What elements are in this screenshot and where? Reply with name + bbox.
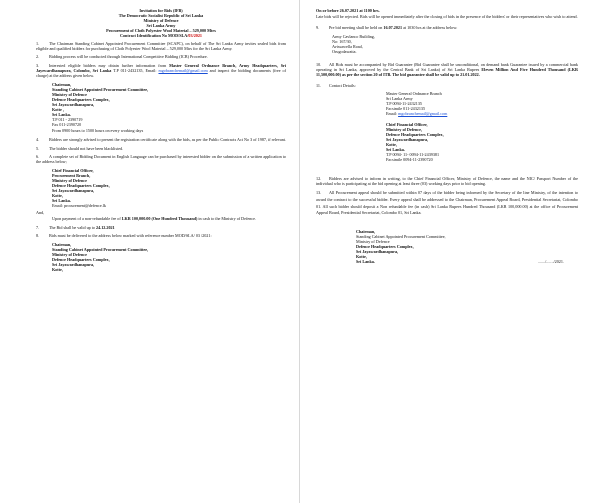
- closing-time: On or before 26.07.2021 at 1100 hrs.: [316, 8, 380, 13]
- paragraph-1: 1. The Chairman Standing Cabinet Appointed Procurement Committee (SCAPC), on behalf of The Sri Lanka Army invites sealed bids from eligible and qualified bidders for purchasing of Cloth Polyester Wool Material – 529,000 Mtrs for the Sri Lanka Army.: [36, 40, 286, 51]
- paragraph-8: 8. Bids must be delivered to the address below marked with reference number MOD/SLA/ 03 /2021:: [36, 233, 212, 239]
- header-title: Invitation for Bids (IFB): [139, 8, 183, 13]
- contact-block-mgo: Master General Ordnance Branch Sri Lanka Army T.P 0094-11-2432135 Facsimile 011-2432135 Email: mgobranchemail@gmail.com: [386, 91, 448, 117]
- header-country: The Democratic Socialist Republic of Sri Lanka: [118, 13, 204, 19]
- fee-paragraph: Upon payment of a non-refundable fee of LKR 100,000.00 (One Hundred Thousand) in cash to the Ministry of Defence.: [52, 216, 257, 222]
- paragraph-11: 11. Contact Details:: [316, 82, 356, 88]
- signature-date: ......./......./2021.: [537, 258, 564, 264]
- paragraph-2: 2. Bidding process will be conducted through International Competitive Bidding (ICB) Procedure.: [36, 54, 208, 60]
- paragraph-13: 13. All Procurement appeal should be submitted within 07 days of the bidder being informed by the Secretary of the line Ministry, of the intention to award the contract to the successful bidder. Every appeal shall be addressed to the Chairman, Procurement Appeal Board, Presidential Secretariat, Colombo 01. All such bidder should deposit a Non refundable fee (in cash) Sri Lanka Rupees Hundred Thousand (LKR 100,000.00) at the office of Procurement Appeal Board, Presidential Secretariat, Colombo 01, Sri Lanka.: [316, 190, 578, 216]
- signature-block: Chairman, Standing Cabinet Appointed Procurement Committee, Ministry of Defence Defence Headquarters Complex, Sri Jayawardhanapura, Kotte, Sri Lanka. ......./......./2021.: [356, 228, 564, 264]
- header-contract-id: Contract Identification No MOD/SLA/03/2021: [119, 33, 202, 39]
- header-ministry: Ministry of Defence: [143, 18, 179, 24]
- paragraph-10: 10. All Bids must be accompanied by Bid Guarantee (Bid Guarantee shall be unconditional, on demand bank Guarantee issued by a commercial bank operating in Sri Lanka, approved by the Central Bank of Sri Lanka) of Sri Lanka Rupees Eleven Million And Five Hundred Thousand (LKR 11,500,000.00) as per the section 20 of ITB. The bid guarantee shall be valid up to 21.01.2022.: [316, 62, 578, 78]
- contract-number: 03/2021: [188, 33, 202, 39]
- paragraph-7: 7. The Bid shall be valid up to 24.12.2021: [36, 224, 115, 230]
- paragraph-4: 4. Bidders are strongly advised to present the registration certificate along with the bids, as per the Public Contracts Act No 3 of 1987, if relevant.: [36, 137, 286, 143]
- address-block-delivery: Chairman, Standing Cabinet Appointed Procurement Committee, Ministry of Defence Defence Headquarters Complex, Sri Jayawardhanapura, Kotte,: [52, 241, 149, 272]
- paragraph-9: 9. Pre bid meeting shall be held on 16.07.2021 at 1030 hrs at the address below:: [316, 25, 458, 31]
- paragraph-5: 5. The bidder should not have been blacklisted.: [36, 145, 124, 151]
- paragraph-3: 3. Interested eligible bidders may obtain further information from Master General Ordnance Branch, Army Headquarters, Sri Jayewardhanapura, Colombo, Sri Lanka T.P 011-2432135, Email: mgobranchemail@gmail.com and inspect the bidding documents (free of charge) at the address given below.: [36, 62, 286, 79]
- header-procurement: Procurement of Cloth Polyester Wool Material – 529,000 Mtrs: [106, 28, 216, 34]
- header-army: Sri Lanka Army: [146, 23, 176, 29]
- right-column: [316, 8, 578, 268]
- left-column: [36, 8, 286, 276]
- contact-block-cfo: Chief Financial Officer, Ministry of Defence, Defence Headquarters Complex, Sri Jayawardhanapura, Kotte, Sri Lanka. T.P 0094- 11- 0094-11-2439381 Facsimile 0094-11-2390720: [386, 122, 444, 163]
- document-header: [36, 8, 286, 39]
- paragraph-12: 12. Bidders are advised to inform in writing, to the Chief Financial Officer, Ministry of Defence, the name and the NIC/ Passport Number of the individual who is participating at the bid opening at least three (03) working days prior to bid opening.: [316, 176, 578, 187]
- paragraph-6: 6. A complete set of Bidding Document in English Language can be purchased by interested bidder on the submission of a written application to the address below;: [36, 154, 286, 165]
- page-right: [300, 0, 600, 503]
- address-block-cfo: Chief Financial Officer, Procurement Branch, Ministry of Defence Defence Headquarters Complex, Sri Jayawardhanapura, Kotte, Sri Lanka. Email: procurement@defence.lk: [52, 168, 110, 208]
- email-link[interactable]: mgobranchemail@gmail.com: [158, 67, 208, 73]
- meeting-address: Army Cavlanco Building, No: 167/30, Avissawella Road, Orugodawatta.: [332, 34, 375, 55]
- late-bids-note: Late bids will be rejected. Bids will be opened immediately after the closing of bids in the presence of the bidders' or their representatives who wish to attend.: [316, 14, 578, 20]
- address-block-chairman: Chairman, Standing Cabinet Appointed Procurement Committee, Ministry of Defence Defence Headquarters Complex, Sri Jayawardhanapura, Kotte , Sri Lanka. T.P 011 - 2390719 Fax 011-2390720 From 0900 hours to 1500 hours on every working days: [52, 81, 149, 134]
- and-label: And,: [36, 210, 45, 215]
- contact-email-link[interactable]: mgobranchemail@gmail.com: [398, 111, 448, 117]
